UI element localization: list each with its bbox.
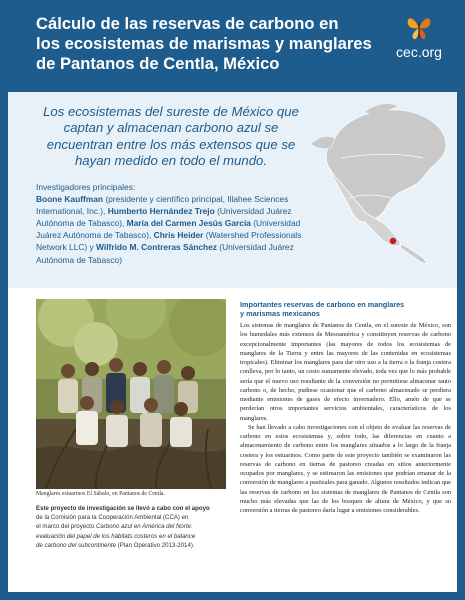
cec-logo[interactable] <box>389 12 449 68</box>
researchers-block: Investigadores principales: Boone Kauffman (presidente y científico principal, Illahee Sciences International, Inc.), Humberto Hernández Trejo (Universidad Juárez Autónoma de Tabasco), María del Carmen Jesús García (Universidad Juárez Autónoma de Tabasco), Chris Heider (Watershed Professionals Network LLC) y Wilfrido M. Contreras Sánchez (Universidad Juárez Autónoma de Tabasco) <box>36 181 306 266</box>
frame-left <box>0 92 8 600</box>
highlight-quote: Los ecosistemas del sureste de México que captan y almacenan carbono azul se encuentran entre los más extensos que se hayan medido en todo el mundo. <box>43 104 299 168</box>
photo-caption: Manglares estuarinos El Sábalo, en Pantanos de Centla. <box>36 491 165 497</box>
logo-text: cec.org <box>396 44 442 60</box>
researchers-label: Investigadores principales: <box>36 182 136 192</box>
photo-illustration <box>36 299 226 489</box>
location-marker-icon <box>390 238 396 244</box>
article-title-line: Importantes reservas de carbono en manglares <box>240 300 405 309</box>
researcher-affiliation: (Universidad Juárez Autónoma de Tabasco) <box>36 206 292 229</box>
article-title-line: y marismas mexicanos <box>240 309 320 319</box>
project-note <box>36 504 232 550</box>
project-name: Carbono azul en América del Norte: <box>95 523 193 531</box>
frame-right <box>457 92 465 600</box>
researcher-name: Chris Heider <box>153 230 204 241</box>
project-note-bold: Este proyecto de investigación se llevó a cabo con el apoyo <box>36 505 210 512</box>
researcher-name: Wilfrido M. Contreras Sánchez <box>96 242 217 253</box>
north-america-map <box>305 98 453 268</box>
project-name: evaluación del papel de los hábitats costeros en el balance <box>36 532 196 540</box>
butterfly-icon <box>404 14 434 42</box>
project-note-line: el marco del proyecto <box>36 523 96 531</box>
frame-bottom <box>0 592 465 600</box>
article-body <box>240 321 451 515</box>
researcher-name: Boone Kauffman <box>36 194 103 205</box>
researcher-name: Humberto Hernández Trejo <box>107 206 215 217</box>
article-title <box>240 300 450 319</box>
page-title <box>36 14 396 74</box>
project-note-line: (Plan Operativo 2013-2014). <box>115 541 195 549</box>
article-paragraph: Los sistemas de manglares de Pantanos de Centla, en el sureste de México, son los humedales más extensos de Mesoamérica y constituyen reservas de carbono excepcionalmente importantes (las mayores de todos los ecosistemas de manglares de la Tierra y entre las mayores de las contenidas en ecosistemas tropicales). Eliminar los manglares para dar otro uso a la tierra o la franja costera conlleva, por lo tanto, un costo sumamente elevado, toda vez que lo más probable sería que el nuevo uso resultante de la conversión no permitiese almacenar tanto carbono o, de hecho, pudiese ocasionar que el carbono almacenado se perdiera mediante emisiones de gases de efecto invernadero. Ello, amén de que se perderían otros importantes servicios ambientales, característicos de los manglares. <box>240 322 451 422</box>
title-line: Cálculo de las reservas de carbono en <box>36 14 339 33</box>
researcher-affiliation: (Watershed Professionals Network LLC) <box>36 230 302 253</box>
project-note-line: de la Comisión para la Cooperación Ambiental (CCA) en <box>36 514 189 522</box>
researcher-name: María del Carmen Jesús García <box>126 218 251 229</box>
title-line: de Pantanos de Centla, México <box>36 54 280 73</box>
mangrove-team-photo <box>36 299 226 489</box>
article-paragraph: Se han llevado a cabo investigaciones con el objeto de evaluar las reservas de carbono en estos ecosistemas y, sobre todo, las diferencias en cuanto a almacenamiento de carbono entre los manglares situados a lo largo de la franja costera y los estuarinos. Como parte de este proyecto también se examinaron las reservas de carbono en tierras de pastoreo creadas en sitios anteriormente ocupados por manglares, y se estimaron las emisiones que podrían emanar de la conversión de manglares a pastizales para ganado. Algunos resultados indican que las reservas de carbono en los sistemas de manglares de Pantanos de Centla son mucho más elevadas que las de los bosques de altura de México, y que su conversión a tierras de pastoreo daría lugar a emisiones considerables. <box>240 423 451 514</box>
researcher-affiliation: (Universidad Juárez Autónoma de Tabasco) <box>36 242 294 265</box>
researcher-affiliation: (Universidad Juárez Autónoma de Tabasco) <box>36 218 301 241</box>
project-name: de carbono del subcontinente <box>36 541 116 549</box>
researcher-affiliation: (presidente y científico principal, Illahee Sciences International, Inc.) <box>36 194 289 217</box>
title-line: los ecosistemas de marismas y manglares <box>36 34 372 53</box>
